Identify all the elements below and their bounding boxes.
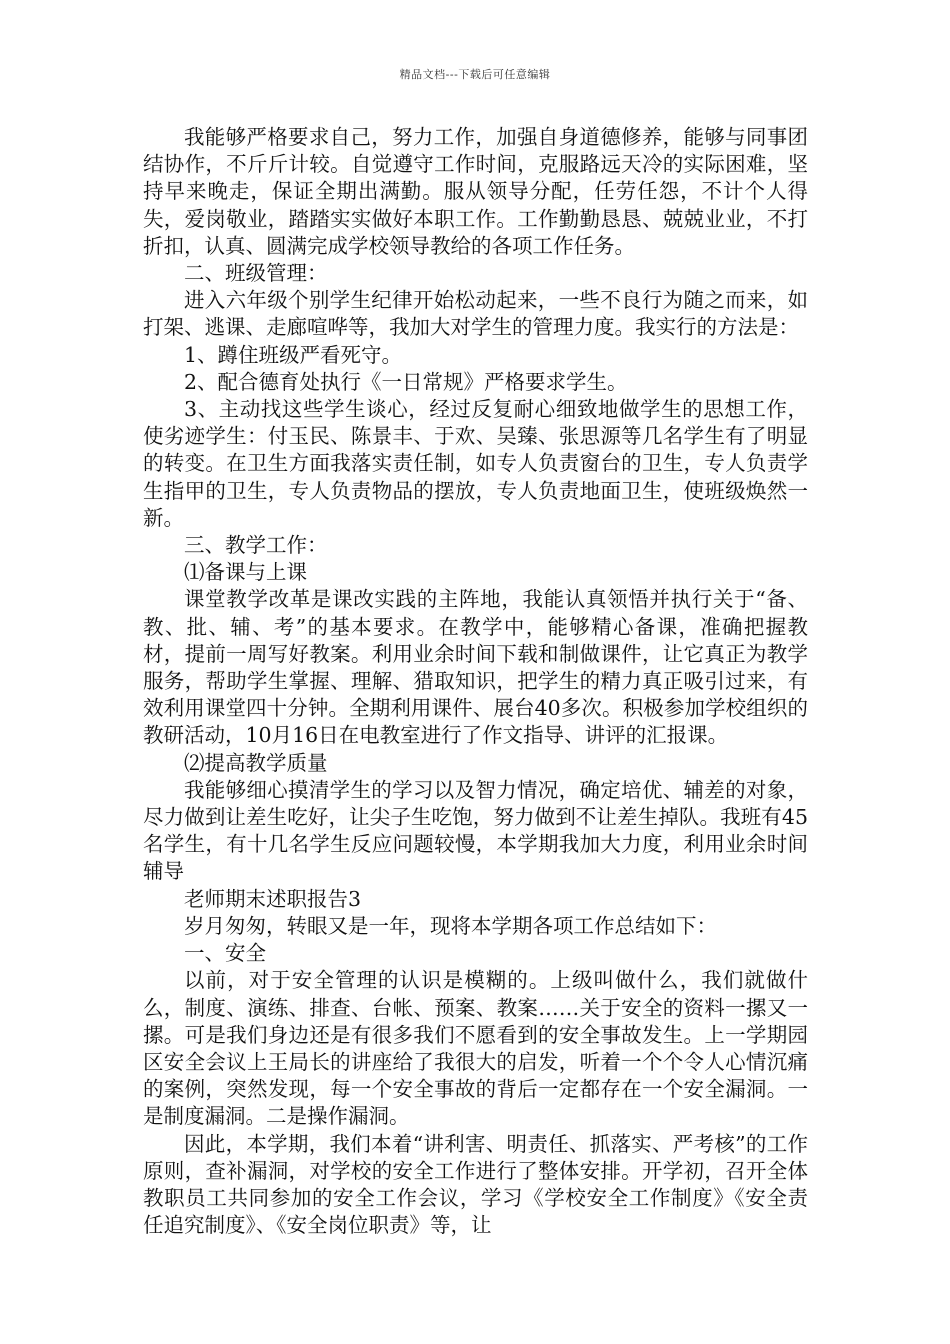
section-heading-safety: 一、安全 xyxy=(184,941,266,966)
paragraph-safety-measures: 因此，本学期，我们本着“讲利害、明责任、抓落实、严考核”的工作原则，查补漏洞，对学校的安全工作进行了整体安排。开学初，召开全体教职员工共同参加的安全工作会议，学习《学校安全工作制度》《安全责任追究制度》、《安全岗位职责》等，让 xyxy=(143,1131,808,1238)
list-item-2: 2、配合德育处执行《一日常规》严格要求学生。 xyxy=(184,369,628,394)
paragraph-safety-awareness: 以前，对于安全管理的认识是模糊的。上级叫做什么，我们就做什么，制度、演练、排查、台帐、预案、教案……关于安全的资料一摞又一摞。可是我们身边还是有很多我们不愿看到的安全事故发生。上一学期园区安全会议上王局长的讲座给了我很大的启发，听着一个个令人心情沉痛的案例，突然发现，每一个安全事故的背后一定都存在一个安全漏洞。一是制度漏洞。二是操作漏洞。 xyxy=(143,968,808,1129)
subheading-teaching-quality: ⑵提高教学质量 xyxy=(184,750,328,775)
report-title: 老师期末述职报告3 xyxy=(184,886,362,911)
list-item-1: 1、蹲住班级严看死守。 xyxy=(184,342,403,367)
page-header: 精品文档---下载后可任意编辑 xyxy=(399,68,551,81)
list-item-3: 3、主动找这些学生谈心，经过反复耐心细致地做学生的思想工作，使劣迹学生：付玉民、陈景丰、于欢、吴臻、张思源等几名学生有了明显的转变。在卫生方面我落实责任制，如专人负责窗台的卫生，专人负责学生指甲的卫生，专人负责物品的摆放，专人负责地面卫生，使班级焕然一新。 xyxy=(143,397,808,530)
subheading-lesson-prep: ⑴备课与上课 xyxy=(184,560,307,585)
section-heading-teaching: 三、教学工作： xyxy=(184,533,328,558)
paragraph-teaching-quality: 我能够细心摸清学生的学习以及智力情况，确定培优、辅差的对象，尽力做到让差生吃好，让尖子生吃饱，努力做到不让差生掉队。我班有45名学生，有十几名学生反应问题较慢，本学期我加大力度，利用业余时间辅导 xyxy=(143,777,808,884)
paragraph-class-discipline: 进入六年级个别学生纪律开始松动起来，一些不良行为随之而来，如打架、逃课、走廊喧哗等，我加大对学生的管理力度。我实行的方法是： xyxy=(143,288,808,340)
paragraph-work-attitude: 我能够严格要求自己，努力工作，加强自身道德修养，能够与同事团结协作，不斤斤计较。自觉遵守工作时间，克服路远天冷的实际困难，坚持早来晚走，保证全期出满勤。服从领导分配，任劳任怨，不计个人得失，爱岗敬业，踏踏实实做好本职工作。工作勤勤恳恳、兢兢业业，不打折扣，认真、圆满完成学校领导教给的各项工作任务。 xyxy=(143,125,808,258)
document-body xyxy=(143,124,808,1239)
paragraph-intro: 岁月匆匆，转眼又是一年，现将本学期各项工作总结如下： xyxy=(184,913,717,938)
paragraph-lesson-prep: 课堂教学改革是课改实践的主阵地，我能认真领悟并执行关于“备、教、批、辅、考”的基本要求。在教学中，能够精心备课，准确把握教材，提前一周写好教案。利用业余时间下载和制做课件，让它真正为教学服务，帮助学生掌握、理解、猎取知识，把学生的精力真正吸引过来，有效利用课堂四十分钟。全期利用课件、展台40多次。积极参加学校组织的教研活动，10月16日在电教室进行了作文指导、讲评的汇报课。 xyxy=(143,587,808,748)
section-heading-class-management: 二、班级管理： xyxy=(184,261,328,286)
